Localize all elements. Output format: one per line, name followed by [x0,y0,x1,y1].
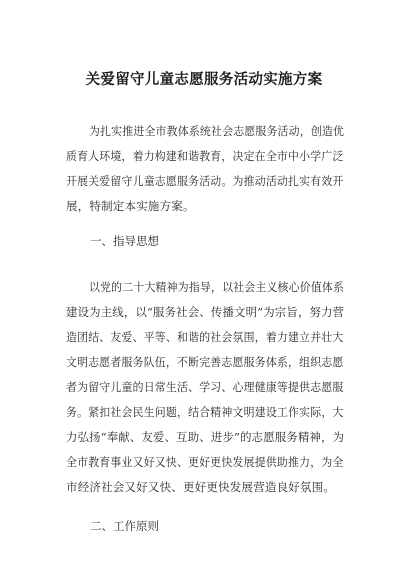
section1-line-4: 文明志愿者服务队伍，不断完善志愿服务体系，组织志愿 [66,355,344,369]
section1-line-3: 造团结、友爱、平等、和谐的社会氛围，着力建立并壮大 [66,330,344,344]
section1-line-8: 全市教育事业又好又快、更好更快发展提供助推力，为全 [66,455,344,469]
intro-line-1: 为扎实推进全市教体系统社会志愿服务活动，创造优 [89,124,345,138]
section1-line-6: 务。紧扣社会民生问题，结合精神文明建设工作实际，大 [66,405,344,419]
section1-line-1: 以党的二十大精神为指导，以社会主义核心价值体系 [89,280,345,294]
section-heading-guiding-thought: 一、指导思想 [90,234,159,248]
section1-line-9: 市经济社会又好又快、更好更快发展营造良好氛围。 [66,480,336,494]
section1-line-2: 建设为主线，以“服务社会、传播文明”为宗旨，努力营 [66,305,345,319]
intro-line-2: 质育人环境，着力构建和谐教育，决定在全市中小学广泛 [66,149,344,163]
document-title: 关爱留守儿童志愿服务活动实施方案 [85,72,323,88]
intro-line-3: 开展关爱留守儿童志愿服务活动。为推动活动扎实有效开 [66,174,344,188]
intro-line-4: 展，特制定本实施方案。 [66,199,195,213]
section-heading-work-principles: 二、工作原则 [90,519,159,533]
section1-line-7: 力弘扬“奉献、友爱、互助、进步”的志愿服务精神，为 [66,430,345,444]
section1-line-5: 者为留守儿童的日常生活、学习、心理健康等提供志愿服 [66,380,344,394]
